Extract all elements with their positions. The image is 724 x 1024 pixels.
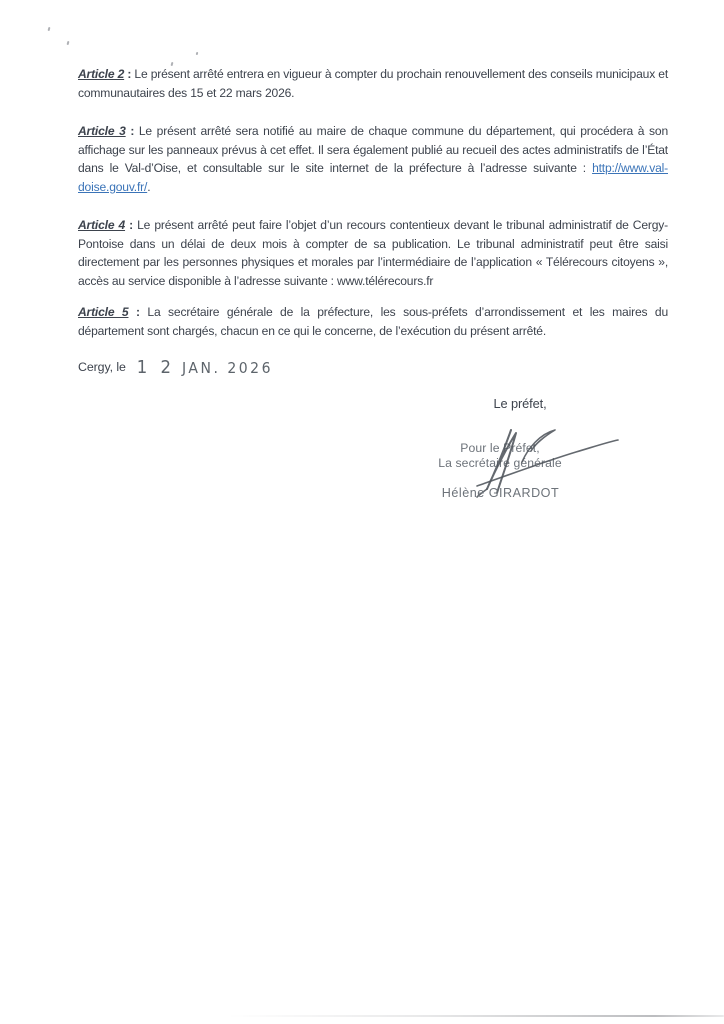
dateline <box>78 357 273 376</box>
scan-edge-artifact <box>228 1015 724 1017</box>
scan-speck <box>196 52 199 55</box>
article-5-label: Article 5 <box>78 305 129 319</box>
article-separator: : <box>124 67 135 81</box>
scan-speck <box>48 27 51 31</box>
signatory-title: Le préfet, <box>493 396 547 411</box>
article-3-label: Article 3 <box>78 124 126 138</box>
article-3-body: Le présent arrêté sera notifié au maire de chaque commune du département, qui procédera à son affichage sur les panneaux prévus à cet effet. Il sera également publié au recueil des actes administratifs de l’État dans le Val-d’Oise, et consultable sur le site internet de la préfecture à l’adresse suivante : <box>78 124 668 176</box>
article-3-paragraph <box>78 122 668 196</box>
article-2-paragraph <box>78 65 668 102</box>
article-3-body-after: . <box>147 179 151 194</box>
signatory-name: Hélène GIRARDOT <box>441 486 560 500</box>
date-stamp-day: 1 2 <box>136 357 176 378</box>
article-separator: : <box>128 305 148 319</box>
dateline-place: Cergy, le <box>78 360 126 374</box>
delegation-line1: Pour le Préfet, <box>460 441 540 455</box>
article-5-body: La secrétaire générale de la préfecture, les sous-préfets d’arrondissement et les maires du département sont chargés, chacun en ce qui le concerne, de l’exécution du présent arrêté. <box>78 305 668 338</box>
article-separator: : <box>125 218 138 232</box>
article-4-paragraph <box>78 216 668 290</box>
prefecture-website-link[interactable]: http://www.val-doise.gouv.fr/ <box>78 161 668 194</box>
article-2-label: Article 2 <box>78 67 125 81</box>
date-stamp <box>137 357 273 377</box>
article-separator: : <box>125 124 139 138</box>
article-4-body: Le présent arrêté peut faire l’objet d’un recours contentieux devant le tribunal administratif de Cergy-Pontoise dans un délai de deux mois à compter de sa publication. Le tribunal administratif peut être saisi directement par les personnes physiques et morales par l’intermédiaire de l’application « Télérecours citoyens », accès au service disponible à l’adresse suivante : www.télérecours.fr <box>78 218 668 288</box>
article-5-paragraph <box>78 303 668 340</box>
date-stamp-month-year: JAN. 2026 <box>182 360 273 378</box>
article-4-label: Article 4 <box>78 218 126 232</box>
scan-speck <box>67 41 70 45</box>
delegation-line2: La secrétaire générale <box>438 456 562 470</box>
article-2-body: Le présent arrêté entrera en vigueur à compter du prochain renouvellement des conseils municipaux et communautaires des 15 et 22 mars 2026. <box>78 67 668 100</box>
